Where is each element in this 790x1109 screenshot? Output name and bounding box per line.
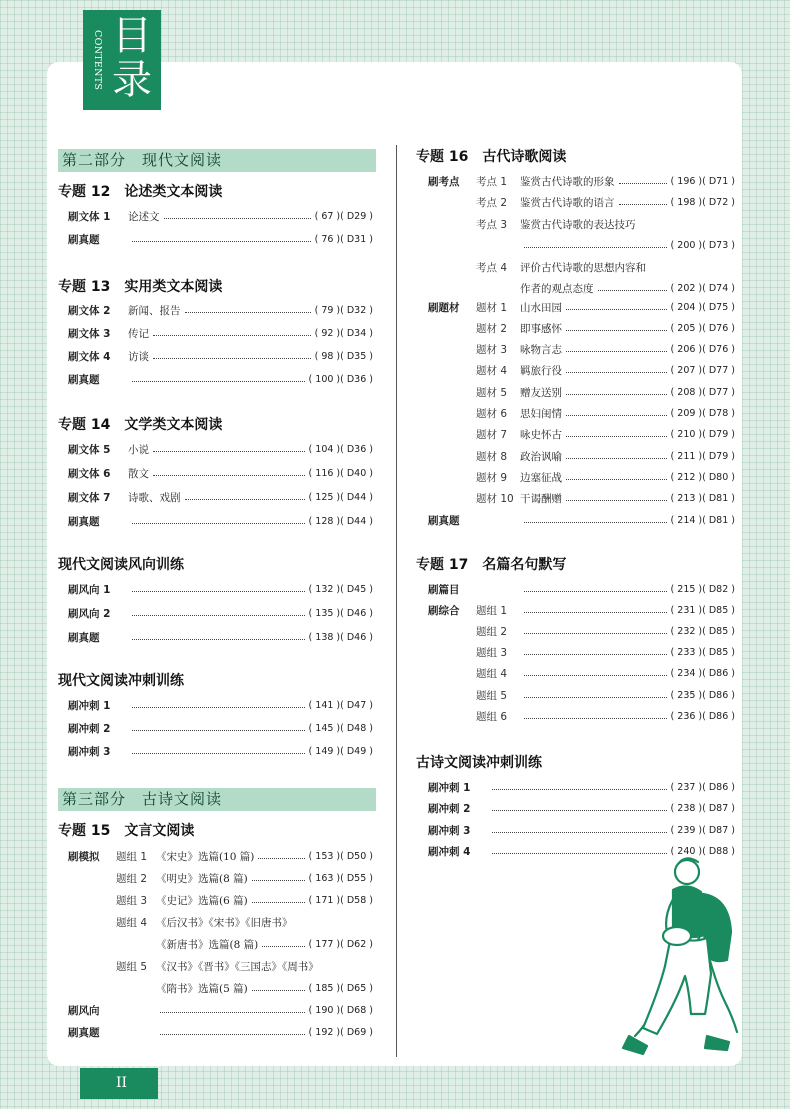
entry-text: 即事感怀 [520, 322, 562, 335]
toc-entry[interactable] [428, 298, 735, 316]
entry-category: 刷冲刺 4 [428, 846, 471, 858]
leader-dots [524, 633, 667, 634]
leader-dots [524, 718, 667, 719]
entry-text: 散文 [128, 467, 149, 480]
leader-dots [566, 415, 667, 416]
page-reference: ( 204 )( D75 ) [670, 301, 735, 313]
entry-text: 《宋史》选篇(10 篇) [156, 850, 255, 863]
page-reference: ( 76 )( D31 ) [314, 233, 373, 245]
entry-text: 赠友送别 [520, 386, 562, 399]
toc-entry[interactable] [428, 341, 735, 359]
leader-dots [160, 1012, 305, 1013]
leader-dots [132, 591, 305, 592]
toc-entry[interactable] [68, 869, 373, 887]
leader-dots [132, 753, 305, 754]
page-reference: ( 138 )( D46 ) [308, 631, 373, 643]
entry-group: 题组 2 [116, 872, 148, 885]
entry-group: 题材 5 [476, 386, 508, 399]
leader-dots [566, 458, 667, 459]
entry-category: 刷真题 [428, 514, 460, 527]
page-reference: ( 116 )( D40 ) [308, 467, 373, 479]
page-reference: ( 98 )( D35 ) [314, 350, 373, 362]
toc-entry[interactable] [428, 426, 735, 444]
leader-dots [566, 351, 667, 352]
toc-entry[interactable] [68, 488, 373, 506]
page-reference: ( 208 )( D77 ) [670, 386, 735, 398]
page-reference: ( 215 )( D82 ) [670, 583, 735, 595]
toc-entry[interactable] [68, 696, 373, 714]
leader-dots [252, 990, 305, 991]
entry-group: 题材 2 [476, 322, 508, 335]
toc-entry[interactable] [68, 979, 373, 997]
entry-group: 题组 4 [476, 668, 508, 681]
badge-chinese-title: 目录 [112, 13, 152, 103]
leader-dots [132, 241, 311, 242]
entry-text: 鉴赏古代诗歌的形象 [520, 175, 615, 188]
toc-entry[interactable] [428, 405, 735, 423]
leader-dots [262, 946, 304, 947]
entry-category: 刷风向 2 [68, 607, 111, 620]
toc-entry[interactable] [68, 207, 373, 225]
toc-entry[interactable] [428, 172, 735, 190]
toc-entry[interactable] [428, 362, 735, 380]
leader-dots [566, 479, 667, 480]
toc-entry[interactable] [68, 957, 373, 975]
entry-text: 鉴赏古代诗歌的语言 [520, 197, 615, 209]
entry-category: 刷文体 6 [68, 467, 111, 480]
entry-category: 刷模拟 [68, 850, 100, 863]
toc-entry[interactable] [68, 440, 373, 458]
entry-category: 刷考点 [428, 175, 460, 188]
leader-dots [619, 183, 667, 184]
page-reference: ( 132 )( D45 ) [308, 583, 373, 595]
part-2-heading: 第二部分 现代文阅读 [58, 149, 376, 172]
entry-text: 《新唐书》选篇(8 篇) [156, 938, 259, 951]
page-reference: ( 177 )( D62 ) [308, 938, 373, 950]
toc-entry[interactable] [428, 468, 735, 486]
entry-text: 新闻、报告 [128, 304, 181, 317]
entry-category: 刷冲刺 2 [68, 722, 111, 735]
entry-text: 山水田园 [520, 301, 562, 314]
page-reference: ( 145 )( D48 ) [308, 722, 373, 734]
page-reference: ( 236 )( D86 ) [670, 710, 735, 722]
leader-dots [153, 451, 305, 452]
toc-entry[interactable] [428, 601, 735, 619]
section-title: 古诗文阅读冲刺训练 [416, 755, 542, 771]
toc-entry[interactable] [428, 447, 735, 465]
entry-text: 咏物言志 [520, 344, 562, 357]
entry-category: 刷冲刺 2 [428, 803, 471, 815]
page-reference: ( 185 )( D65 ) [308, 982, 373, 994]
page-reference: ( 67 )( D29 ) [314, 210, 373, 222]
page-number: II [116, 1075, 128, 1091]
leader-dots [153, 475, 305, 476]
page-reference: ( 100 )( D36 ) [308, 373, 373, 385]
leader-dots [185, 499, 305, 500]
entry-group: 题材 8 [476, 450, 508, 463]
column-divider [396, 145, 397, 1057]
entry-group: 考点 2 [476, 197, 508, 209]
entry-category: 刷文体 5 [68, 443, 111, 456]
toc-entry[interactable] [68, 1023, 373, 1041]
page-reference: ( 232 )( D85 ) [670, 625, 735, 637]
entry-group: 题组 4 [116, 916, 148, 929]
page-reference: ( 210 )( D79 ) [670, 429, 735, 441]
page-reference: ( 202 )( D74 ) [670, 283, 735, 294]
toc-entry[interactable] [68, 913, 373, 931]
page-reference: ( 211 )( D79 ) [670, 450, 735, 462]
page-reference: ( 198 )( D72 ) [670, 197, 735, 208]
leader-dots [132, 730, 305, 731]
entry-category: 刷篇目 [428, 583, 460, 596]
entry-text: 小说 [128, 443, 149, 456]
toc-entry[interactable] [428, 800, 735, 818]
part-3-heading: 第三部分 古诗文阅读 [58, 788, 376, 811]
toc-entry[interactable] [68, 301, 373, 319]
entry-text: 《汉书》《晋书》《三国志》《周书》 [156, 960, 319, 973]
entry-group: 题组 2 [476, 625, 508, 638]
leader-dots [258, 858, 304, 859]
page-reference: ( 214 )( D81 ) [670, 514, 735, 526]
page-reference: ( 92 )( D34 ) [314, 327, 373, 339]
toc-entry[interactable] [428, 511, 735, 529]
toc-entry[interactable] [68, 604, 373, 622]
toc-entry[interactable] [68, 742, 373, 760]
entry-group: 考点 3 [476, 218, 508, 231]
section-title: 专题 12 论述类文本阅读 [58, 184, 223, 200]
page-reference: ( 205 )( D76 ) [670, 322, 735, 334]
leader-dots [524, 675, 667, 676]
page-reference: ( 153 )( D50 ) [308, 850, 373, 862]
page-reference: ( 149 )( D49 ) [308, 745, 373, 757]
page-reference: ( 233 )( D85 ) [670, 647, 735, 659]
leader-dots [132, 639, 305, 640]
section-title: 专题 14 文学类文本阅读 [58, 417, 223, 433]
leader-dots [524, 697, 667, 698]
leader-dots [524, 654, 667, 655]
leader-dots [132, 381, 305, 382]
entry-group: 题材 4 [476, 365, 508, 378]
leader-dots [524, 522, 667, 523]
entry-group: 考点 4 [476, 261, 508, 274]
entry-category: 刷真题 [68, 233, 100, 246]
page-reference: ( 238 )( D87 ) [670, 803, 735, 814]
entry-category: 刷文体 2 [68, 304, 111, 317]
page-reference: ( 200 )( D73 ) [670, 240, 735, 251]
leader-dots [566, 436, 667, 437]
entry-category: 刷真题 [68, 1026, 100, 1039]
section-title: 专题 13 实用类文本阅读 [58, 279, 223, 295]
entry-text: 思妇闺情 [520, 408, 562, 420]
entry-group: 题材 9 [476, 471, 508, 484]
page-reference: ( 207 )( D77 ) [670, 365, 735, 377]
entry-group: 题组 1 [476, 604, 508, 617]
entry-text: 论述文 [128, 210, 160, 223]
page-reference: ( 104 )( D36 ) [308, 443, 373, 455]
entry-category: 刷文体 1 [68, 210, 111, 223]
toc-entry[interactable] [428, 778, 735, 796]
entry-group: 题组 3 [476, 647, 508, 660]
leader-dots [566, 372, 667, 373]
page-reference: ( 135 )( D46 ) [308, 607, 373, 619]
toc-entry[interactable] [428, 665, 735, 683]
entry-group: 题组 5 [476, 689, 508, 702]
badge-english-title: CONTENTS [92, 29, 103, 91]
entry-text: 《隋书》选篇(5 篇) [156, 982, 248, 995]
toc-entry[interactable] [68, 512, 373, 530]
toc-entry[interactable] [68, 464, 373, 482]
toc-entry[interactable] [68, 370, 373, 388]
entry-text: 羁旅行役 [520, 365, 562, 378]
page-reference: ( 234 )( D86 ) [670, 668, 735, 680]
page-reference: ( 209 )( D78 ) [670, 408, 735, 419]
toc-entry[interactable] [68, 891, 373, 909]
toc-entry[interactable] [68, 935, 373, 953]
section-title: 现代文阅读风向训练 [58, 557, 184, 573]
entry-group: 题材 7 [476, 429, 508, 442]
leader-dots [566, 330, 667, 331]
entry-group: 题组 3 [116, 894, 148, 907]
contents-badge [83, 10, 161, 110]
page-reference: ( 79 )( D32 ) [314, 304, 373, 316]
page-reference: ( 192 )( D69 ) [308, 1026, 373, 1038]
toc-entry[interactable] [68, 628, 373, 646]
entry-category: 刷真题 [68, 631, 100, 644]
toc-entry[interactable] [68, 1001, 373, 1019]
leader-dots [566, 309, 667, 310]
toc-entry[interactable] [428, 580, 735, 598]
toc-entry[interactable] [428, 215, 735, 233]
entry-category: 刷真题 [68, 515, 100, 528]
entry-text: 评价古代诗歌的思想内容和 [520, 261, 646, 274]
entry-text: 访谈 [128, 350, 149, 363]
toc-entry[interactable] [428, 319, 735, 337]
toc-entry[interactable] [68, 347, 373, 365]
leader-dots [185, 312, 311, 313]
toc-entry[interactable] [68, 580, 373, 598]
leader-dots [160, 1034, 305, 1035]
toc-entry[interactable] [68, 719, 373, 737]
page-reference: ( 213 )( D81 ) [670, 493, 735, 505]
leader-dots [492, 832, 667, 833]
entry-text: 鉴赏古代诗歌的表达技巧 [520, 218, 636, 231]
leader-dots [619, 204, 667, 205]
toc-entry[interactable] [428, 622, 735, 640]
leader-dots [598, 290, 667, 291]
page-reference: ( 128 )( D44 ) [308, 515, 373, 527]
page-reference: ( 190 )( D68 ) [308, 1004, 373, 1016]
entry-text: 诗歌、戏剧 [128, 491, 181, 504]
entry-category: 刷风向 1 [68, 583, 111, 596]
toc-entry[interactable] [68, 230, 373, 248]
toc-entry[interactable] [428, 258, 735, 276]
leader-dots [492, 810, 667, 811]
toc-entry[interactable] [68, 847, 373, 865]
entry-text: 作者的观点态度 [520, 283, 594, 295]
entry-category: 刷风向 [68, 1004, 100, 1017]
page-reference: ( 231 )( D85 ) [670, 604, 735, 616]
page-reference: ( 212 )( D80 ) [670, 471, 735, 483]
entry-category: 刷冲刺 1 [68, 699, 111, 712]
leader-dots [153, 335, 311, 336]
toc-entry[interactable] [68, 324, 373, 342]
toc-entry[interactable] [428, 237, 735, 255]
leader-dots [524, 591, 667, 592]
entry-text: 边塞征战 [520, 471, 562, 484]
entry-category: 刷冲刺 3 [68, 745, 111, 758]
page-reference: ( 239 )( D87 ) [670, 824, 735, 836]
entry-text: 咏史怀古 [520, 429, 562, 442]
entry-group: 考点 1 [476, 175, 508, 188]
entry-category: 刷冲刺 3 [428, 824, 471, 837]
entry-category: 刷冲刺 1 [428, 781, 471, 794]
toc-entry[interactable] [428, 383, 735, 401]
entry-category: 刷文体 7 [68, 491, 111, 504]
leader-dots [132, 707, 305, 708]
section-title: 现代文阅读冲刺训练 [58, 673, 184, 689]
entry-group: 题材 3 [476, 344, 508, 357]
entry-text: 《史记》选篇(6 篇) [156, 894, 248, 907]
entry-text: 《明史》选篇(8 篇) [156, 872, 248, 885]
toc-entry[interactable] [428, 707, 735, 725]
leader-dots [524, 247, 667, 248]
leader-dots [492, 789, 667, 790]
entry-category: 刷题材 [428, 301, 460, 314]
toc-entry[interactable] [428, 644, 735, 662]
leader-dots [132, 615, 305, 616]
entry-category: 刷综合 [428, 604, 460, 617]
toc-entry[interactable] [428, 280, 735, 298]
toc-entry[interactable] [428, 194, 735, 212]
page-reference: ( 237 )( D86 ) [670, 781, 735, 793]
walking-student-illustration [615, 850, 745, 1062]
toc-entry[interactable] [428, 490, 735, 508]
entry-text: 传记 [128, 327, 149, 340]
leader-dots [252, 880, 305, 881]
page-reference: ( 125 )( D44 ) [308, 491, 373, 503]
page-reference: ( 206 )( D76 ) [670, 344, 735, 356]
page-number-tab [80, 1068, 158, 1099]
toc-entry[interactable] [428, 821, 735, 839]
section-title: 专题 17 名篇名句默写 [416, 557, 567, 573]
entry-group: 题组 5 [116, 960, 148, 973]
entry-text: 政治讽喻 [520, 450, 562, 463]
entry-group: 题材 1 [476, 301, 508, 314]
entry-text: 《后汉书》《宋书》《旧唐书》 [156, 916, 293, 929]
entry-category: 刷文体 4 [68, 350, 111, 363]
entry-category: 刷文体 3 [68, 327, 111, 340]
entry-group: 题组 1 [116, 850, 148, 863]
section-title: 专题 16 古代诗歌阅读 [416, 149, 567, 165]
entry-text: 干谒酬赠 [520, 493, 562, 506]
page-reference: ( 141 )( D47 ) [308, 699, 373, 711]
entry-group: 题材 10 [476, 493, 514, 506]
page-reference: ( 171 )( D58 ) [308, 894, 373, 906]
entry-group: 题组 6 [476, 710, 508, 723]
page-reference: ( 163 )( D55 ) [308, 872, 373, 884]
entry-category: 刷真题 [68, 373, 100, 386]
leader-dots [566, 394, 667, 395]
section-title: 专题 15 文言文阅读 [58, 823, 195, 839]
leader-dots [524, 612, 667, 613]
leader-dots [566, 500, 667, 501]
leader-dots [252, 902, 305, 903]
page-reference: ( 235 )( D86 ) [670, 689, 735, 701]
leader-dots [153, 358, 311, 359]
leader-dots [132, 523, 305, 524]
entry-group: 题材 6 [476, 408, 508, 420]
toc-entry[interactable] [428, 686, 735, 704]
page-reference: ( 196 )( D71 ) [670, 175, 735, 187]
leader-dots [164, 218, 311, 219]
page-reference: ( 240 )( D88 ) [670, 846, 735, 857]
